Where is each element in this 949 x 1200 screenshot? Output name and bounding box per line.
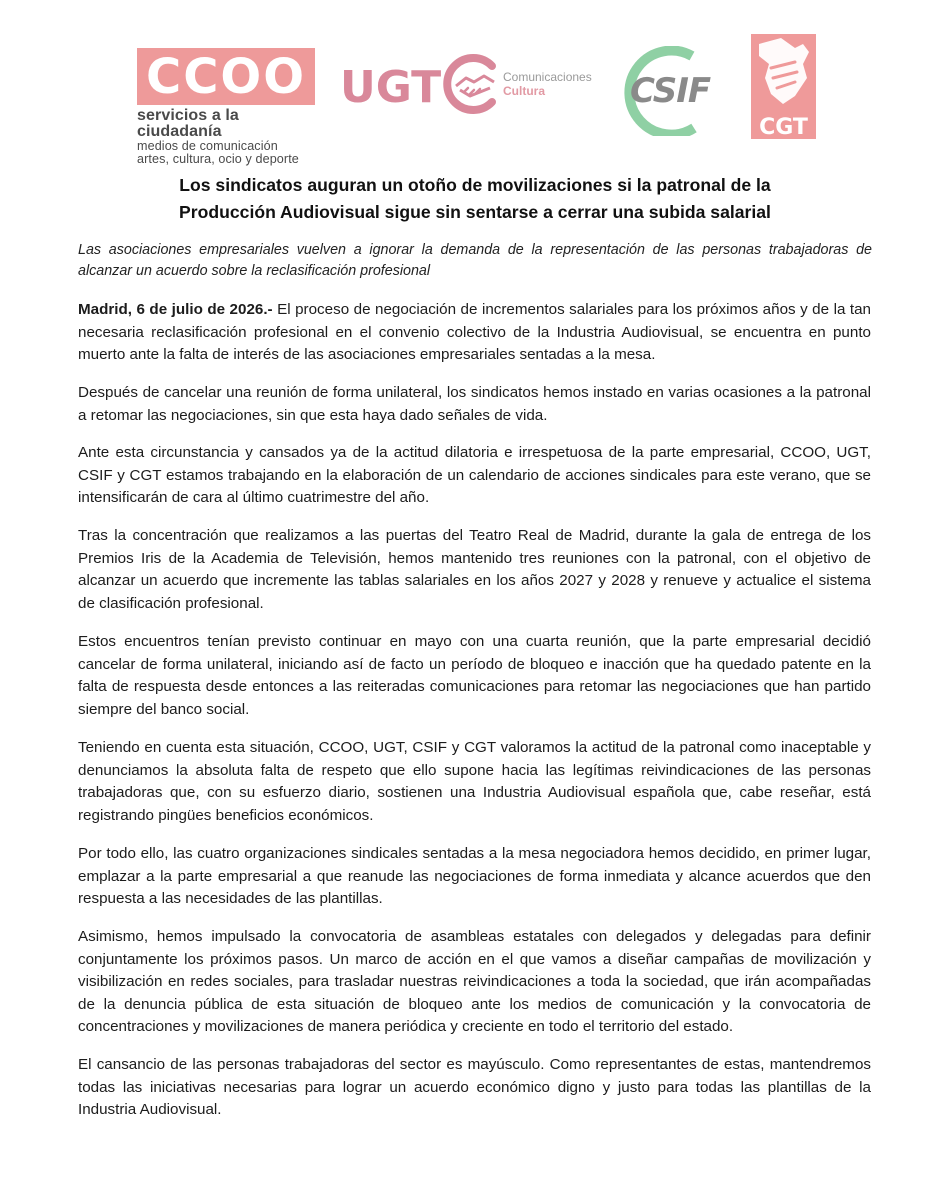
paragraph-4: Tras la concentración que realizamos a las puertas del Teatro Real de Madrid, durante la gala de entrega de los Premios Iris de la Academia de Televisión, hemos mantenido tres reuniones con la patronal, con el objetivo de alcanzar un acuerdo que incremente las tablas salariales en los años 2027 y 2028 y renueve y actualice el sistema de clasificación profesional. bbox=[78, 527, 871, 612]
csif-logo-name: CSIF bbox=[630, 71, 711, 111]
ugt-handshake-icon bbox=[440, 52, 502, 116]
paragraph-6: Teniendo en cuenta esta situación, CCOO, UGT, CSIF y CGT valoramos la actitud de la patronal como inaceptable y denunciamos la absoluta falta de respeto que ello supone hacia las legítimas reivindicaciones de las personas trabajadoras que, con su esfuerzo diario, sostienen una Industria Audiovisual española que, cabe reseñar, está registrando pingües beneficios económicos. bbox=[78, 739, 871, 824]
ccoo-logo-name: CCOO bbox=[145, 48, 307, 105]
cgt-logo-name: CGT bbox=[759, 115, 808, 139]
article-title-line2: Producción Audiovisual sigue sin sentarse a cerrar una subida salarial bbox=[179, 202, 771, 222]
ugt-logo-subtitle bbox=[503, 71, 592, 99]
ugt-logo-name: UGT bbox=[340, 62, 442, 113]
article-subtitle: Las asociaciones empresariales vuelven a ignorar la demanda de la representación de las personas trabajadoras de alcanzar un acuerdo sobre la reclasificación profesional bbox=[78, 242, 872, 279]
cgt-logo bbox=[751, 34, 816, 139]
article-title bbox=[100, 172, 850, 226]
ccoo-logo-line1: servicios a la ciudadanía bbox=[137, 107, 239, 140]
ccoo-logo bbox=[137, 48, 319, 165]
paragraph-9: El cansancio de las personas trabajadoras del sector es mayúsculo. Como representantes de estas, mantendremos todas las iniciativas necesarias para lograr un acuerdo económico digno y justo para todas las plantillas de la Industria Audiovisual. bbox=[78, 1056, 871, 1118]
dateline: Madrid, 6 de julio de 2026.- bbox=[78, 301, 273, 318]
paragraph-7: Por todo ello, las cuatro organizaciones sindicales sentadas a la mesa negociadora hemos decidido, en primer lugar, emplazar a la parte empresarial a que reanude las negociaciones de forma inmediata y alcance acuerdos que den respuesta a las necesidades de las plantillas. bbox=[78, 845, 871, 907]
ugt-logo bbox=[340, 52, 610, 117]
paragraph-5: Estos encuentros tenían previsto continuar en mayo con una cuarta reunión, que la parte empresarial decidió cancelar de forma unilateral, iniciando así de facto un período de bloqueo e inacción que ha quedado patente en la falta de respuesta desde entonces a las reiteradas comunicaciones para retomar las negociaciones que han partido siempre del banco social. bbox=[78, 633, 871, 718]
ugt-logo-line1: Comunicaciones bbox=[503, 70, 592, 84]
paragraph-1-text: El proceso de negociación de incrementos salariales para los próximos años y de la tan necesaria reclasificación profesional en el convenio colectivo de la Industria Audiovisual, se encuentra en punto muerto ante la falta de interés de las asociaciones empresariales sentadas a la mesa. bbox=[78, 301, 871, 363]
csif-logo bbox=[614, 46, 719, 136]
ccoo-logo-line3: artes, cultura, ocio y deporte bbox=[137, 151, 299, 166]
ccoo-logo-box bbox=[137, 48, 315, 105]
paragraph-3: Ante esta circunstancia y cansados ya de la actitud dilatoria e irrespetuosa de la parte empresarial, CCOO, UGT, CSIF y CGT estamos trabajando en la elaboración de un calendario de acciones sindicales para este verano, que se intensificarán de cara al último cuatrimestre del año. bbox=[78, 444, 871, 506]
union-logos bbox=[0, 0, 949, 166]
ugt-logo-line2: Cultura bbox=[503, 83, 545, 98]
ccoo-logo-line2: medios de comunicación bbox=[137, 139, 278, 153]
paragraph-8: Asimismo, hemos impulsado la convocatoria de asambleas estatales con delegados y delegadas para definir conjuntamente los próximos pasos. Un marco de acción en el que vamos a diseñar campañas de movilización y visibilización en redes sociales, para trasladar nuestras reivindicaciones a toda la sociedad, que irán acompañadas de la denuncia pública de esta situación de bloqueo ante los medios de comunicación y la convocatoria de concentraciones y movilizaciones de manera periódica y creciente en todo el territorio del estado. bbox=[78, 928, 871, 1035]
ccoo-logo-subtitle bbox=[137, 108, 319, 165]
paragraph-1 bbox=[78, 299, 871, 367]
article-title-line1: Los sindicatos auguran un otoño de movilizaciones si la patronal de la bbox=[179, 175, 771, 195]
paragraph-2: Después de cancelar una reunión de forma unilateral, los sindicatos hemos instado en varias ocasiones a la patronal a retomar las negociaciones, sin que esta haya dado señales de vida. bbox=[78, 384, 871, 424]
